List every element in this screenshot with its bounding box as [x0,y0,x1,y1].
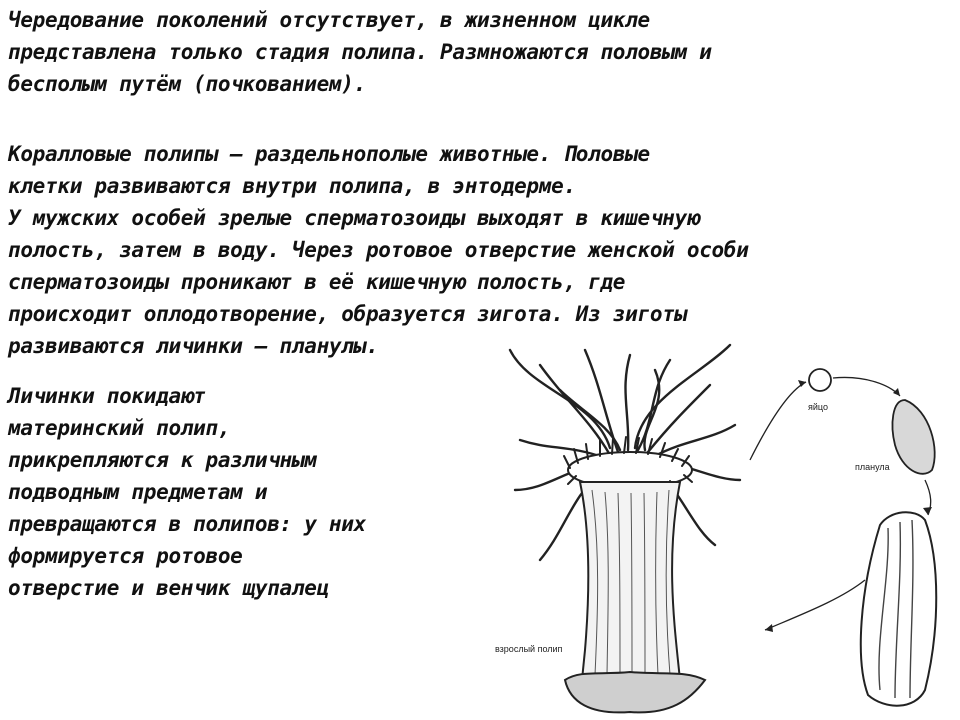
egg-cell [809,369,831,391]
young-polyp [861,512,936,705]
adult-polyp-label: взрослый полип [495,644,563,654]
paragraph-larvae: Личинки покидают материнский полип, прикрепляются к различным подводным предметам и превращаются в полипов: у них формируется ротовое отверстие и венчик щупалец [8,384,366,600]
planula-larva [892,400,934,474]
coral-polyp-life-cycle-figure [470,330,960,720]
paragraph-reproduction: Коралловые полипы — раздельнополые животные. Половые клетки развиваются внутри полипа, в энтодерме. У мужских особей зрелые сперматозоиды выходят в кишечную полость, затем в воду. Через ротовое отверстие женской особи сперматозоиды проникают в её кишечную полость, где происходит оплодотворение, образуется зигота. Из зиготы развиваются личинки — планулы. [8,142,749,358]
planula-label: планула [855,462,890,472]
paragraph-life-cycle: Чередование поколений отсутствует, в жизненном цикле представлена только стадия полипа. Размножаются половым и бесполым путём (почкованием). [8,8,712,96]
egg-label: яйцо [808,402,828,412]
polyp-body [565,482,705,712]
